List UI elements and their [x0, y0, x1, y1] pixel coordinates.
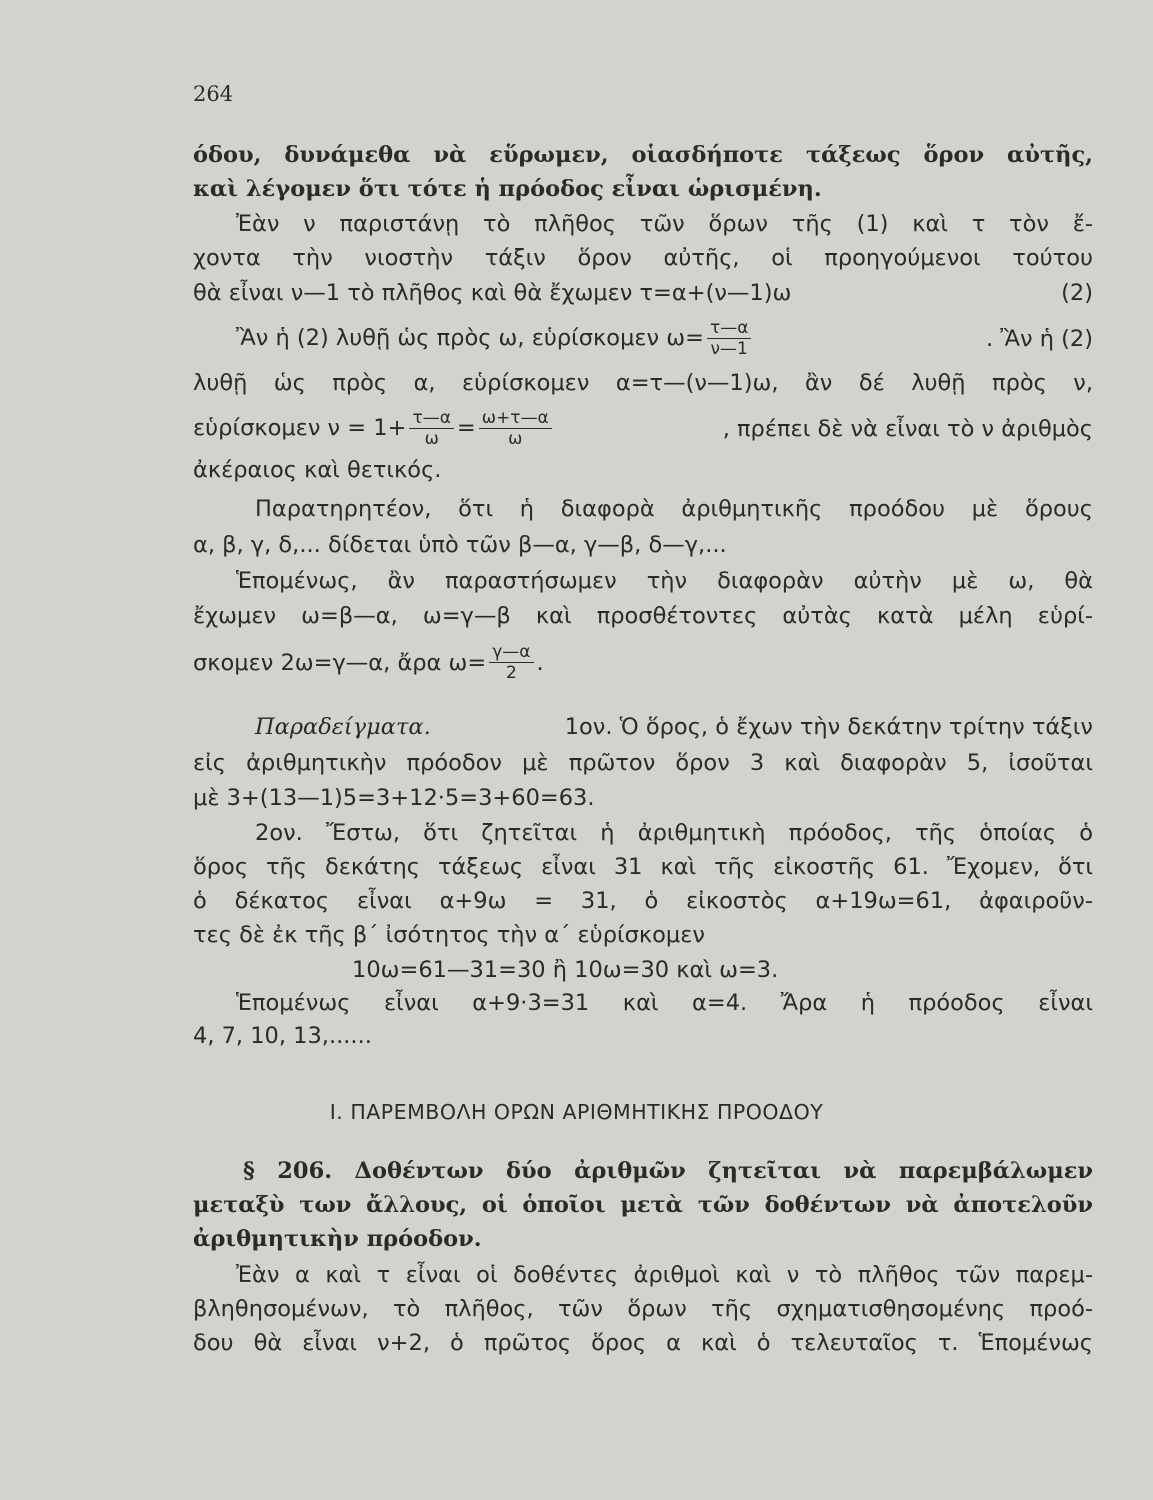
text-line	[236, 318, 1093, 359]
text-line: ἀκέραιος καὶ θετικός.	[193, 457, 442, 483]
text-line: ἔχωμεν ω=β—α, ω=γ—β καὶ προσθέτοντες αὐτὰς κατὰ μέλη εὑρί-	[193, 603, 1093, 629]
fraction	[409, 408, 453, 449]
examples-label: Παραδείγματα.	[255, 714, 431, 740]
text-line: καὶ λέγομεν ὅτι τότε ἡ πρόοδος εἶναι ὡρισμένη.	[193, 176, 822, 202]
text-line: α, β, γ, δ,... δίδεται ὑπὸ τῶν β—α, γ—β, δ—γ,...	[193, 532, 727, 558]
text-line: μὲ 3+(13—1)5=3+12·5=3+60=63.	[193, 785, 595, 811]
text-segment: .	[536, 649, 544, 676]
text-line: λυθῇ ὡς πρὸς α, εὑρίσκομεν α=τ—(ν—1)ω, ἂν δέ λυθῇ πρὸς ν,	[193, 370, 1093, 396]
text-line: ἀριθμητικὴν πρόοδον.	[193, 1226, 482, 1252]
text-segment	[236, 318, 754, 359]
text-line	[193, 278, 1093, 308]
text-line	[193, 642, 1093, 683]
fraction	[707, 318, 751, 359]
text-line	[255, 712, 1093, 742]
fraction-denominator: 2	[505, 663, 517, 683]
text-segment: θὰ εἶναι ν—1 τὸ πλῆθος καὶ θὰ ἔχωμεν τ=α+(ν—1)ω	[193, 280, 792, 306]
equals-sign: =	[456, 415, 476, 441]
fraction-denominator: ν—1	[710, 339, 748, 359]
fraction-numerator: ω+τ—α	[479, 408, 552, 429]
text-segment: σκομεν 2ω=γ—α, ἄρα ω=	[193, 649, 487, 676]
text-line: Ἑπομένως, ἂν παραστήσωμεν τὴν διαφορὰν αὐτὴν μὲ ω, θὰ	[236, 568, 1093, 594]
text-line: 4, 7, 10, 13,......	[193, 1023, 372, 1049]
text-segment: , πρέπει δὲ νὰ εἶναι τὸ ν ἀριθμὸς	[722, 415, 1093, 442]
fraction	[489, 642, 533, 683]
fraction-numerator: γ—α	[489, 642, 533, 663]
text-segment: 1ον. Ὁ ὅρος, ὁ ἔχων τὴν δεκάτην τρίτην τάξιν	[564, 714, 1093, 740]
section-heading: I. ΠΑΡΕΜΒΟΛΗ ΟΡΩΝ ΑΡΙΘΜΗΤΙΚΗΣ ΠΡΟΟΔΟΥ	[329, 1100, 824, 1124]
text-segment: εὑρίσκομεν ν = 1+	[193, 415, 407, 441]
fraction-denominator: ω	[424, 429, 439, 449]
text-segment	[193, 408, 555, 449]
text-line: τες δὲ ἐκ τῆς β΄ ἰσότητος τὴν α΄ εὑρίσκομεν	[193, 922, 705, 948]
text-line: Ἑπομένως εἶναι α+9·3=31 καὶ α=4. Ἄρα ἡ πρόοδος εἶναι	[236, 990, 1093, 1016]
text-line: όδου, δυνάμεθα νὰ εὕρωμεν, οἱασδήποτε τάξεως ὅρον αὐτῆς,	[193, 142, 1093, 168]
text-line: ὁ δέκατος εἶναι α+9ω = 31, ὁ εἰκοστὸς α+19ω=61, ἀφαιροῦν-	[193, 888, 1093, 914]
text-line: βληθησομένων, τὸ πλῆθος, τῶν ὅρων τῆς σχηματισθησομένης προό-	[193, 1296, 1093, 1322]
fraction	[479, 408, 552, 449]
text-segment: . Ἂν ἡ (2)	[985, 325, 1093, 352]
fraction-numerator: τ—α	[707, 318, 751, 339]
text-line	[193, 408, 1093, 449]
page-number: 264	[193, 82, 234, 106]
text-line: 10ω=61—31=30 ἢ 10ω=30 καὶ ω=3.	[352, 957, 779, 983]
text-line: μεταξὺ των ἄλλους, οἱ ὁποῖοι μετὰ τῶν δοθέντων νὰ ἀποτελοῦν	[193, 1192, 1093, 1218]
text-line: ὅρος τῆς δεκάτης τάξεως εἶναι 31 καὶ τῆς εἰκοστῆς 61. Ἔχομεν, ὅτι	[193, 854, 1093, 880]
text-line: χοντα τὴν νιοστὴν τάξιν ὅρον αὐτῆς, οἱ προηγούμενοι τούτου	[193, 245, 1093, 271]
text-line: 2ον. Ἔστω, ὅτι ζητεῖται ἡ ἀριθμητικὴ πρόοδος, τῆς ὁποίας ὁ	[255, 820, 1093, 846]
fraction-denominator: ω	[508, 429, 523, 449]
text-segment: Ἂν ἡ (2) λυθῇ ὡς πρὸς ω, εὑρίσκομεν ω=	[236, 325, 704, 351]
text-line: Ἐὰν α καὶ τ εἶναι οἱ δοθέντες ἀριθμοὶ καὶ ν τὸ πλῆθος τῶν παρεμ-	[236, 1262, 1093, 1288]
text-line: εἰς ἀριθμητικὴν πρόοδον μὲ πρῶτον ὅρον 3 καὶ διαφορὰν 5, ἰσοῦται	[193, 750, 1093, 776]
text-line: δου θὰ εἶναι ν+2, ὁ πρῶτος ὅρος α καὶ ὁ τελευταῖος τ. Ἑπομένως	[193, 1330, 1093, 1356]
text-line: § 206. Δοθέντων δύο ἀριθμῶν ζητεῖται νὰ παρεμβάλωμεν	[243, 1158, 1093, 1184]
text-line: Ἐὰν ν παριστάνῃ τὸ πλῆθος τῶν ὅρων τῆς (1) καὶ τ τὸν ἔ-	[236, 211, 1093, 237]
fraction-numerator: τ—α	[409, 408, 453, 429]
text-line: Παρατηρητέον, ὅτι ἡ διαφορὰ ἀριθμητικῆς προόδου μὲ ὅρους	[255, 496, 1093, 522]
equation-number: (2)	[1061, 280, 1093, 306]
